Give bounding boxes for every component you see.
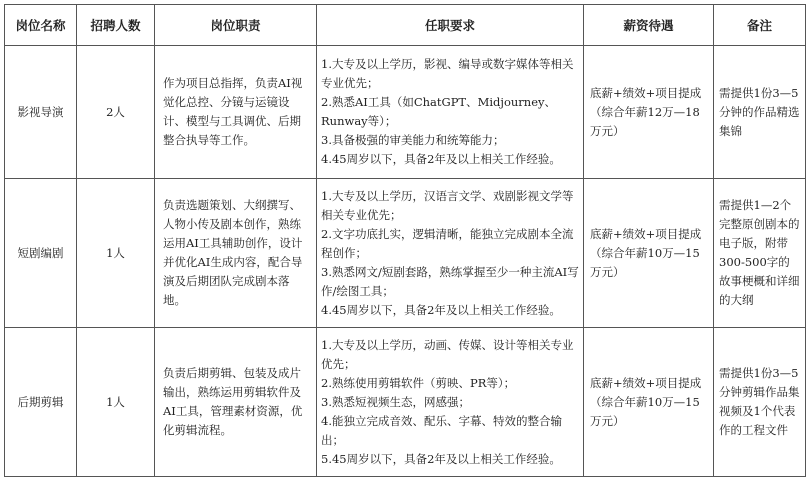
cell-notes: 需提供1—2个完整原创剧本的电子版，附带300-500字的故事梗概和详细的大纲 bbox=[714, 179, 806, 328]
recruitment-table bbox=[4, 4, 806, 477]
cell-position: 后期剪辑 bbox=[5, 328, 77, 477]
cell-count: 1人 bbox=[77, 328, 155, 477]
requirement-item: 5.45周岁以下，具备2年及以上相关工作经验。 bbox=[321, 451, 561, 466]
requirement-item: 2.文字功底扎实，逻辑清晰，能独立完成剧本全流程创作； bbox=[321, 226, 574, 260]
cell-notes: 需提供1份3—5分钟剪辑作品集视频及1个代表作的工程文件 bbox=[714, 328, 806, 477]
header-salary: 薪资待遇 bbox=[584, 5, 714, 46]
table-row bbox=[5, 328, 806, 477]
header-duties: 岗位职责 bbox=[155, 5, 317, 46]
header-notes: 备注 bbox=[714, 5, 806, 46]
requirement-item: 4.能独立完成音效、配乐、字幕、特效的整合输出； bbox=[321, 413, 562, 447]
cell-requirements bbox=[317, 328, 584, 477]
cell-requirements bbox=[317, 46, 584, 179]
cell-requirements bbox=[317, 179, 584, 328]
requirement-item: 2.熟练使用剪辑软件（剪映、PR等）； bbox=[321, 375, 516, 390]
cell-salary: 底薪+绩效+项目提成（综合年薪12万—18万元） bbox=[584, 46, 714, 179]
requirement-item: 1.大专及以上学历，汉语言文学、戏剧影视文学等相关专业优先； bbox=[321, 188, 574, 222]
cell-position: 影视导演 bbox=[5, 46, 77, 179]
cell-position: 短剧编剧 bbox=[5, 179, 77, 328]
table-row bbox=[5, 46, 806, 179]
requirement-item: 1.大专及以上学历，影视、编导或数字媒体等相关专业优先； bbox=[321, 57, 574, 90]
requirement-item: 4.45周岁以下，具备2年及以上相关工作经验。 bbox=[321, 302, 561, 317]
requirement-item: 3.熟悉网文/短剧套路，熟练掌握至少一种主流AI写作/绘图工具； bbox=[321, 264, 579, 298]
cell-duties: 负责选题策划、大纲撰写、人物小传及剧本创作，熟练运用AI工具辅助创作，设计并优化AI生成内容，配合导演及后期团队完成剧本落地。 bbox=[155, 179, 317, 328]
requirement-item: 4.45周岁以下，具备2年及以上相关工作经验。 bbox=[321, 152, 561, 166]
requirement-item: 1.大专及以上学历，动画、传媒、设计等相关专业优先； bbox=[321, 337, 574, 371]
header-count: 招聘人数 bbox=[77, 5, 155, 46]
cell-duties: 作为项目总指挥，负责AI视觉化总控、分镜与运镜设计、模型与工具调优、后期整合执导等工作。 bbox=[155, 46, 317, 179]
cell-salary: 底薪+绩效+项目提成（综合年薪10万—15万元） bbox=[584, 328, 714, 477]
requirement-item: 3.熟悉短视频生态，网感强； bbox=[321, 394, 470, 409]
header-position: 岗位名称 bbox=[5, 5, 77, 46]
header-requirements: 任职要求 bbox=[317, 5, 584, 46]
cell-count: 1人 bbox=[77, 179, 155, 328]
requirement-item: 3.具备极强的审美能力和统筹能力； bbox=[321, 133, 505, 147]
cell-notes: 需提供1份3—5分钟的作品精选集锦 bbox=[714, 46, 806, 179]
cell-count: 2人 bbox=[77, 46, 155, 179]
cell-salary: 底薪+绩效+项目提成（综合年薪10万—15万元） bbox=[584, 179, 714, 328]
requirement-item: 2.熟悉AI工具（如ChatGPT、Midjourney、Runway等）； bbox=[321, 95, 557, 128]
table-row bbox=[5, 179, 806, 328]
cell-duties: 负责后期剪辑、包装及成片输出，熟练运用剪辑软件及AI工具，管理素材资源，优化剪辑流程。 bbox=[155, 328, 317, 477]
header-row bbox=[5, 5, 806, 46]
